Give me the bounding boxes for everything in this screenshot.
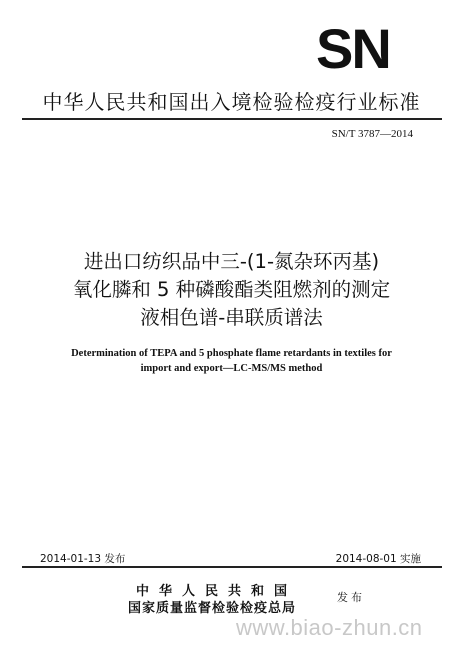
chinese-title-line-1: 进出口纺织品中三-(1-氮杂环丙基)	[83, 250, 380, 273]
publisher-action: 发布	[337, 591, 365, 604]
issue-date: 2014-01-13 发布	[40, 553, 126, 565]
footer-divider	[22, 566, 442, 568]
header-divider	[22, 118, 442, 120]
english-title-line-2: import and export—LC-MS/MS method	[140, 363, 323, 374]
standard-code: SN/T 3787—2014	[331, 128, 413, 140]
chinese-title-line-3: 液相色谱-串联质谱法	[140, 306, 323, 329]
english-title-line-1: Determination of TEPA and 5 phosphate flame retardants in textiles for	[71, 348, 392, 359]
chinese-title-line-2: 氧化膦和 5 种磷酸酯类阻燃剂的测定	[72, 278, 391, 301]
publisher-agency: 国家质量监督检验检疫总局	[128, 601, 297, 616]
english-title	[0, 346, 463, 376]
publisher-country: 中华人民共和国	[136, 584, 298, 599]
implementation-date: 2014-08-01 实施	[335, 553, 421, 565]
chinese-title	[0, 248, 463, 332]
website-watermark: www.biao-zhun.cn	[236, 615, 423, 640]
sn-logo: SN	[316, 17, 390, 80]
issuing-organization-header: 中华人民共和国出入境检验检疫行业标准	[42, 90, 421, 114]
